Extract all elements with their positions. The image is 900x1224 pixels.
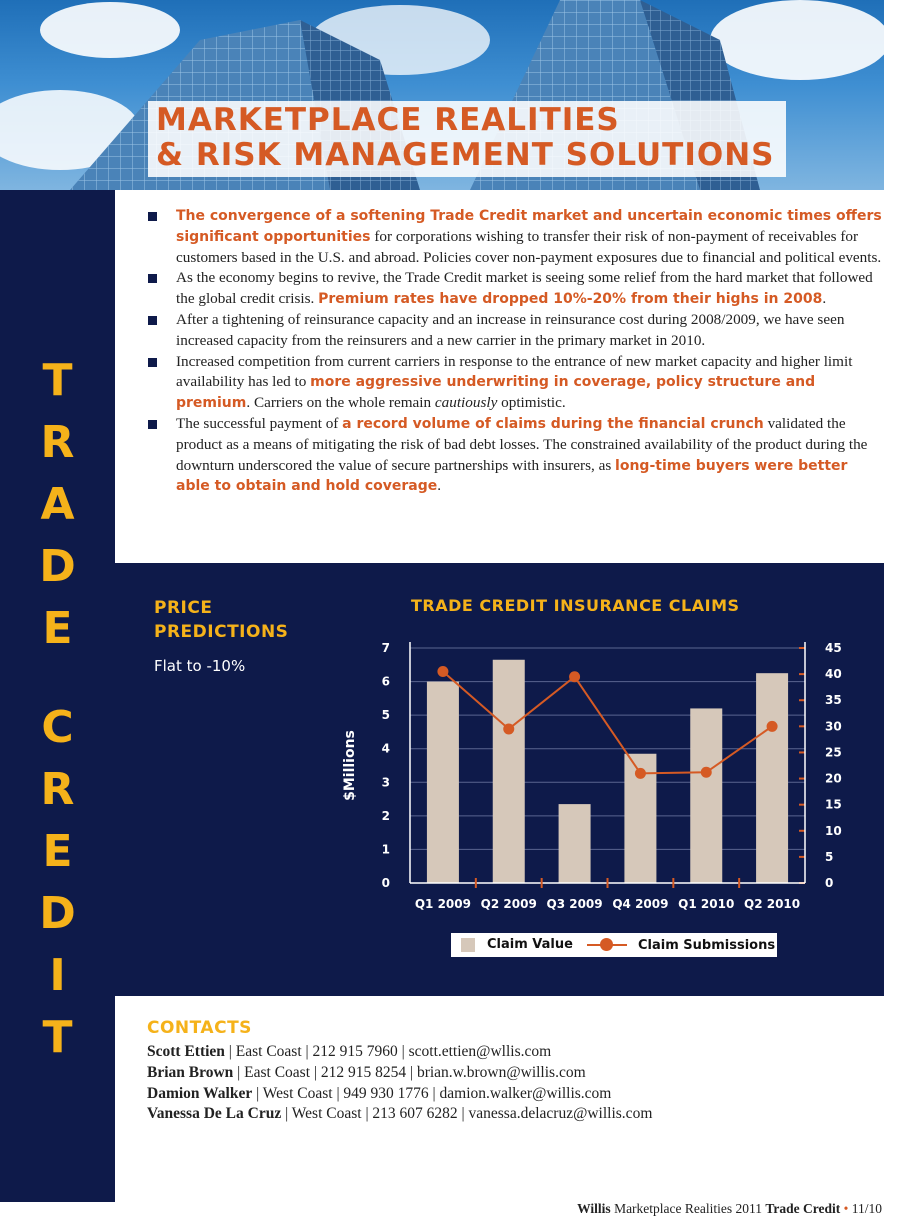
- body-text: optimistic.: [497, 394, 566, 412]
- y2-tick-label: 5: [825, 849, 834, 864]
- footer-brand: Willis: [577, 1201, 611, 1216]
- body-text: After a tightening of reinsurance capacity and an increase in reinsurance cost during 2008/2009, we have seen increased capacity from the reinsurers and a new carrier in the primary market in 2010.: [176, 310, 845, 349]
- sidebar-letter: A: [40, 479, 75, 530]
- list-item: [146, 310, 884, 352]
- body-text: As the economy begins to revive, the Trade Credit market is seeing some relief from the hard market that followed the global credit crisis.: [176, 269, 873, 308]
- claims-chart: [330, 630, 850, 920]
- y2-tick-label: 20: [825, 771, 842, 786]
- point-claim-submissions: [767, 721, 778, 732]
- x-tick-label: Q2 2009: [480, 897, 537, 911]
- chart-legend: [451, 933, 777, 957]
- y2-tick-label: 35: [825, 693, 842, 708]
- y2-tick-label: 45: [825, 641, 842, 655]
- vertical-word-credit: [0, 697, 115, 1069]
- point-claim-submissions: [635, 768, 646, 779]
- body-text: for corporations wishing to transfer their risk of non-payment of receivables for customers based in the U.S. and abroad. Policies cover non-payment exposures due to financial and political events.: [176, 227, 882, 266]
- body-text: .: [822, 290, 827, 308]
- body-text: . Carriers on the whole remain: [246, 394, 435, 412]
- contact-details: | West Coast | 949 930 1776 | damion.walker@willis.com: [252, 1084, 612, 1102]
- y-tick-label: 3: [381, 775, 390, 790]
- legend-label-claim-submissions: Claim Submissions: [638, 938, 776, 953]
- contact-name: Damion Walker: [147, 1084, 253, 1102]
- emphasis-text: cautiously: [434, 394, 498, 412]
- price-predictions-value: Flat to -10%: [154, 657, 246, 675]
- y2-tick-label: 30: [825, 719, 842, 734]
- footer-section: Trade Credit: [765, 1201, 841, 1216]
- contact-row: [147, 1104, 652, 1125]
- key-points-list: [146, 206, 884, 497]
- sidebar-letter: E: [42, 826, 73, 877]
- bar-claim-value: [559, 804, 591, 883]
- x-tick-label: Q3 2009: [546, 897, 603, 911]
- contact-details: | East Coast | 212 915 7960 | scott.ettien@wllis.com: [224, 1043, 552, 1060]
- y2-tick-label: 40: [825, 667, 842, 682]
- contact-details: | East Coast | 212 915 8254 | brian.w.brown@willis.com: [233, 1063, 586, 1081]
- y-tick-label: 2: [381, 808, 390, 823]
- contact-row: [147, 1042, 652, 1063]
- y2-tick-label: 25: [825, 745, 842, 760]
- body-text: .: [437, 477, 442, 495]
- legend-label-claim-value: Claim Value: [487, 937, 573, 952]
- vertical-word-trade: [0, 350, 115, 660]
- title-line-2: & RISK MANAGEMENT SOLUTIONS: [156, 137, 775, 173]
- sidebar-letter: D: [39, 541, 76, 592]
- contacts-heading: CONTACTS: [147, 1018, 252, 1038]
- page-title: [148, 101, 786, 177]
- list-item: [146, 206, 884, 268]
- contacts-list: [147, 1042, 652, 1125]
- contact-row: [147, 1084, 652, 1105]
- line-claim-submissions: [443, 672, 772, 774]
- y-tick-label: 6: [381, 674, 390, 689]
- bar-claim-value: [756, 673, 788, 883]
- point-claim-submissions: [569, 671, 580, 682]
- sidebar-letter: I: [49, 950, 66, 1001]
- y2-tick-label: 0: [825, 876, 834, 890]
- sidebar-letter: E: [42, 603, 73, 654]
- footer-separator: •: [840, 1201, 852, 1216]
- point-claim-submissions: [503, 723, 514, 734]
- y-axis-label: $Millions: [342, 730, 358, 801]
- highlight-text: long-time buyers were better able to obtain and hold coverage: [176, 457, 848, 495]
- bar-claim-value: [493, 660, 525, 883]
- y2-tick-label: 15: [825, 797, 842, 812]
- y-tick-label: 0: [381, 876, 390, 890]
- footer-page-number: 11/10: [851, 1201, 882, 1216]
- contact-name: Vanessa De La Cruz: [147, 1105, 282, 1123]
- sidebar-letter: D: [39, 888, 76, 939]
- y-tick-label: 1: [381, 842, 390, 857]
- sidebar: [0, 190, 115, 1202]
- chart-title: TRADE CREDIT INSURANCE CLAIMS: [411, 596, 740, 615]
- hero-banner: [0, 0, 884, 190]
- sidebar-letter: T: [42, 355, 73, 406]
- bar-claim-value: [690, 708, 722, 883]
- list-item: [146, 268, 884, 310]
- body-text: validated the product as a means of mitigating the risk of bad debt losses. The constrained availability of the product during the downturn underscored the value of secure partnerships with insurers, as: [176, 414, 868, 474]
- bar-claim-value: [427, 682, 459, 883]
- sidebar-letter: R: [40, 417, 75, 468]
- body-text: Increased competition from current carriers in response to the entrance of new market capacity and higher limit availability has led to: [176, 352, 853, 391]
- list-item: [146, 414, 884, 497]
- sidebar-letter: C: [41, 702, 74, 753]
- legend-swatch-bar: [461, 938, 475, 952]
- x-tick-label: Q4 2009: [612, 897, 669, 911]
- legend-marker-dot: [600, 938, 613, 951]
- contact-details: | West Coast | 213 607 6282 | vanessa.delacruz@willis.com: [281, 1105, 653, 1123]
- title-line-1: MARKETPLACE REALITIES: [156, 102, 620, 138]
- footer-text: Marketplace Realities 2011: [610, 1201, 766, 1216]
- y-tick-label: 5: [381, 708, 390, 723]
- x-tick-label: Q1 2009: [414, 897, 471, 911]
- point-claim-submissions: [437, 666, 448, 677]
- contact-name: Scott Ettien: [147, 1043, 225, 1060]
- x-tick-label: Q2 2010: [744, 897, 801, 911]
- highlight-text: more aggressive underwriting in coverage, policy structure and premium: [176, 374, 816, 412]
- contact-row: [147, 1063, 652, 1084]
- sidebar-letter: R: [40, 764, 75, 815]
- contact-name: Brian Brown: [147, 1063, 234, 1081]
- point-claim-submissions: [701, 767, 712, 778]
- highlight-text: a record volume of claims during the financial crunch: [342, 415, 764, 432]
- y2-tick-label: 10: [825, 823, 842, 838]
- list-item: [146, 352, 884, 414]
- sidebar-letter: T: [42, 1012, 73, 1063]
- body-text: The successful payment of: [176, 414, 343, 432]
- highlight-text: Premium rates have dropped 10%-20% from their highs in 2008: [318, 291, 823, 308]
- price-predictions-heading: PRICE PREDICTIONS: [154, 598, 289, 642]
- highlight-text: The convergence of a softening Trade Credit market and uncertain economic times offers significant opportunities: [176, 208, 882, 245]
- page-footer: [577, 1201, 882, 1217]
- y-tick-label: 7: [381, 641, 390, 655]
- y-tick-label: 4: [381, 741, 390, 756]
- x-tick-label: Q1 2010: [678, 897, 735, 911]
